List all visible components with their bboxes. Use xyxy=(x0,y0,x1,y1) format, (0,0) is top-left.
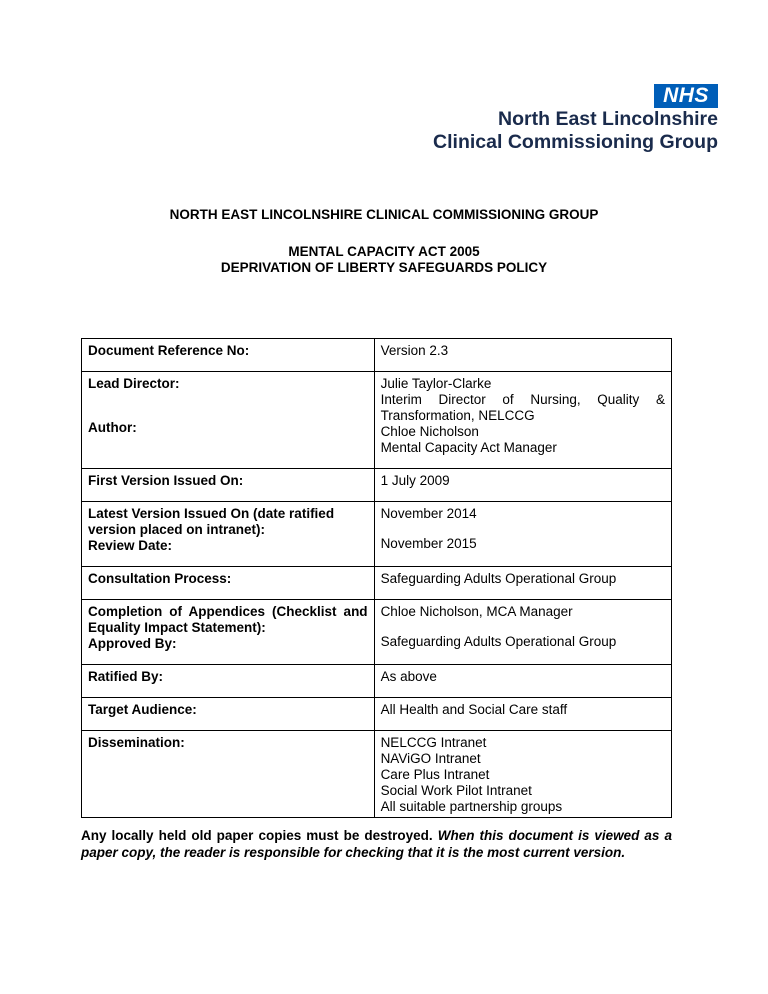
dissemination-item: Social Work Pilot Intranet xyxy=(380,783,532,798)
lead-director-name: Julie Taylor-Clarke xyxy=(380,376,492,391)
latest-issued-label: Latest Version Issued On (date ratified version placed on intranet): xyxy=(88,506,335,537)
lead-director-title: Interim Director of Nursing, Quality & Transformation, NELCCG xyxy=(380,392,665,423)
consultation-value: Safeguarding Adults Operational Group xyxy=(374,567,671,600)
first-issued-label: First Version Issued On: xyxy=(82,469,375,502)
lead-director-label: Lead Director: xyxy=(88,376,180,391)
table-row xyxy=(82,698,672,731)
table-row xyxy=(82,665,672,698)
document-control-table xyxy=(81,338,672,818)
author-title: Mental Capacity Act Manager xyxy=(380,440,557,455)
act-heading: MENTAL CAPACITY ACT 2005 xyxy=(288,244,480,259)
logo-org-line1: North East Lincolnshire xyxy=(498,108,718,130)
consultation-label: Consultation Process: xyxy=(82,567,375,600)
notice-italic-text: When this document is viewed as a paper copy, the reader is responsible for checking that it is the most current version. xyxy=(81,828,672,860)
policy-title: DEPRIVATION OF LIBERTY SAFEGUARDS POLICY xyxy=(220,260,548,275)
audience-value: All Health and Social Care staff xyxy=(374,698,671,731)
table-row xyxy=(82,502,672,567)
author-label: Author: xyxy=(88,420,137,435)
appendices-approved-values xyxy=(374,600,671,665)
latest-review-labels xyxy=(82,502,375,567)
latest-review-values xyxy=(374,502,671,567)
appendices-value: Chloe Nicholson, MCA Manager xyxy=(380,604,573,619)
dissemination-label: Dissemination: xyxy=(82,731,375,818)
doc-ref-label: Document Reference No: xyxy=(82,339,375,372)
table-row xyxy=(82,600,672,665)
lead-director-author-labels xyxy=(82,372,375,469)
table-row xyxy=(82,731,672,818)
dissemination-item: NELCCG Intranet xyxy=(380,735,487,750)
paper-copy-notice xyxy=(81,828,672,861)
latest-issued-value: November 2014 xyxy=(380,506,477,521)
appendices-label: Completion of Appendices (Checklist and Equality Impact Statement): xyxy=(88,604,368,635)
doc-ref-value: Version 2.3 xyxy=(374,339,671,372)
nhs-logo xyxy=(432,84,718,154)
review-date-value: November 2015 xyxy=(380,536,477,551)
approved-by-label: Approved By: xyxy=(88,636,177,651)
ratified-value: As above xyxy=(374,665,671,698)
table-row xyxy=(82,339,672,372)
author-name: Chloe Nicholson xyxy=(380,424,479,439)
ratified-label: Ratified By: xyxy=(82,665,375,698)
table-row xyxy=(82,567,672,600)
organisation-heading: NORTH EAST LINCOLNSHIRE CLINICAL COMMISSIONING GROUP xyxy=(169,207,599,222)
first-issued-value: 1 July 2009 xyxy=(374,469,671,502)
dissemination-values xyxy=(374,731,671,818)
review-date-label: Review Date: xyxy=(88,538,173,553)
dissemination-item: NAViGO Intranet xyxy=(380,751,481,766)
dissemination-item: All suitable partnership groups xyxy=(380,799,563,814)
logo-org-line2: Clinical Commissioning Group xyxy=(433,131,718,153)
lead-director-author-values xyxy=(374,372,671,469)
table-row xyxy=(82,469,672,502)
appendices-approved-labels xyxy=(82,600,375,665)
nhs-badge: NHS xyxy=(654,84,718,108)
audience-label: Target Audience: xyxy=(82,698,375,731)
table-row xyxy=(82,372,672,469)
dissemination-item: Care Plus Intranet xyxy=(380,767,490,782)
approved-by-value: Safeguarding Adults Operational Group xyxy=(380,634,617,649)
notice-text: Any locally held old paper copies must be destroyed. xyxy=(81,828,433,843)
